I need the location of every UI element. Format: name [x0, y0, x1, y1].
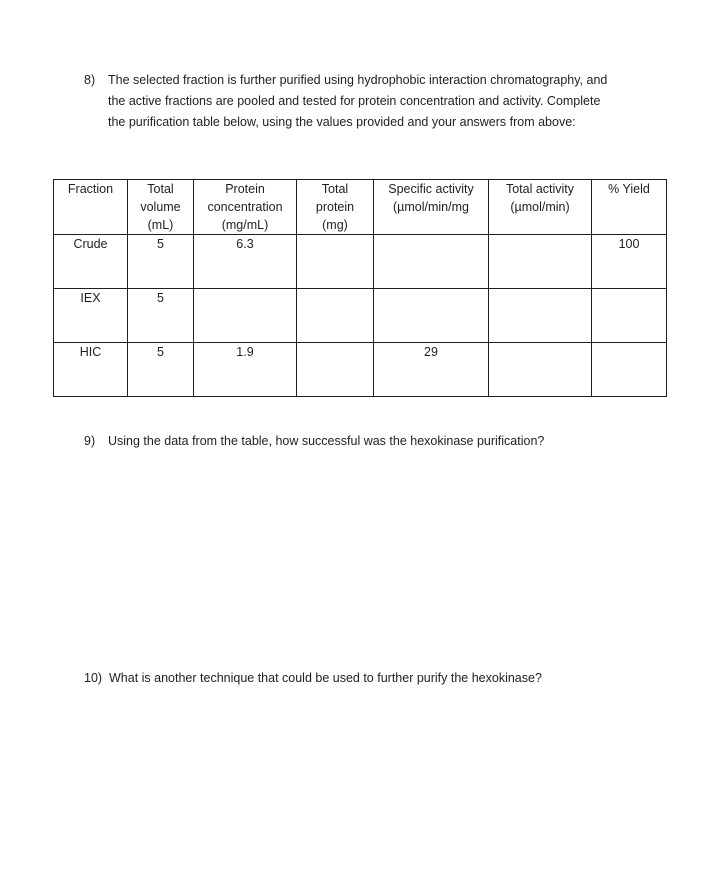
header-specific-activity-line-1: Specific activity: [388, 182, 474, 196]
header-total-volume: [128, 180, 194, 235]
cell-iex-total-volume: 5: [128, 289, 194, 343]
header-total-activity-line-1: Total activity: [505, 182, 575, 196]
question-8-line-1: The selected fraction is further purified using hydrophobic interaction chromatography, and: [108, 73, 608, 87]
header-total-protein: [297, 180, 374, 235]
question-8-line-2: the active fractions are pooled and tested for protein concentration and activity. Complete: [108, 94, 601, 108]
cell-hic-total-volume: 5: [128, 343, 194, 397]
question-9-number: 9): [84, 434, 96, 448]
cell-crude-specific-activity[interactable]: [374, 235, 489, 289]
header-total-volume-line-1: Total: [147, 182, 174, 196]
question-9: [84, 431, 684, 452]
question-8: [84, 70, 684, 133]
cell-crude-fraction: Crude: [54, 235, 128, 289]
header-protein-concentration: [194, 180, 297, 235]
question-10-number: 10): [84, 671, 103, 685]
header-total-activity: [489, 180, 592, 235]
cell-iex-fraction: IEX: [54, 289, 128, 343]
header-protein-concentration-line-1: Protein: [225, 182, 265, 196]
cell-hic-specific-activity: 29: [374, 343, 489, 397]
table-row-hic: [54, 343, 667, 397]
cell-crude-total-volume: 5: [128, 235, 194, 289]
cell-iex-yield[interactable]: [592, 289, 667, 343]
header-protein-concentration-line-2: concentration: [207, 200, 283, 214]
cell-hic-yield[interactable]: [592, 343, 667, 397]
cell-iex-total-protein[interactable]: [297, 289, 374, 343]
cell-crude-total-activity[interactable]: [489, 235, 592, 289]
header-total-protein-line-1: Total: [321, 182, 349, 196]
header-total-volume-line-3: (mL): [147, 218, 174, 232]
header-total-protein-line-3: (mg): [322, 218, 348, 232]
table-header-row: [54, 180, 667, 235]
header-specific-activity: [374, 180, 489, 235]
cell-iex-specific-activity[interactable]: [374, 289, 489, 343]
cell-crude-protein-concentration: 6.3: [194, 235, 297, 289]
table-row-crude: [54, 235, 667, 289]
cell-hic-fraction: HIC: [54, 343, 128, 397]
cell-hic-total-protein[interactable]: [297, 343, 374, 397]
question-9-text: Using the data from the table, how successful was the hexokinase purification?: [108, 434, 545, 448]
question-8-number: 8): [84, 73, 96, 87]
question-10: [84, 668, 684, 689]
table-row-iex: [54, 289, 667, 343]
header-fraction-text: Fraction: [67, 182, 114, 196]
cell-iex-protein-concentration[interactable]: [194, 289, 297, 343]
header-yield: [592, 180, 667, 235]
cell-hic-protein-concentration: 1.9: [194, 343, 297, 397]
purification-table: [53, 179, 667, 397]
header-protein-concentration-line-3: (mg/mL): [221, 218, 269, 232]
question-8-line-3: the purification table below, using the values provided and your answers from above:: [108, 115, 576, 129]
header-fraction: [54, 180, 128, 235]
header-specific-activity-line-2: (µmol/min/mg: [393, 200, 469, 214]
header-total-activity-line-2: (µmol/min): [510, 200, 570, 214]
header-yield-text: % Yield: [608, 182, 650, 196]
cell-iex-total-activity[interactable]: [489, 289, 592, 343]
cell-hic-total-activity[interactable]: [489, 343, 592, 397]
cell-crude-yield: 100: [592, 235, 667, 289]
cell-crude-total-protein[interactable]: [297, 235, 374, 289]
header-total-protein-line-2: protein: [315, 200, 355, 214]
header-total-volume-line-2: volume: [140, 200, 181, 214]
question-10-text: What is another technique that could be used to further purify the hexokinase?: [109, 671, 542, 685]
